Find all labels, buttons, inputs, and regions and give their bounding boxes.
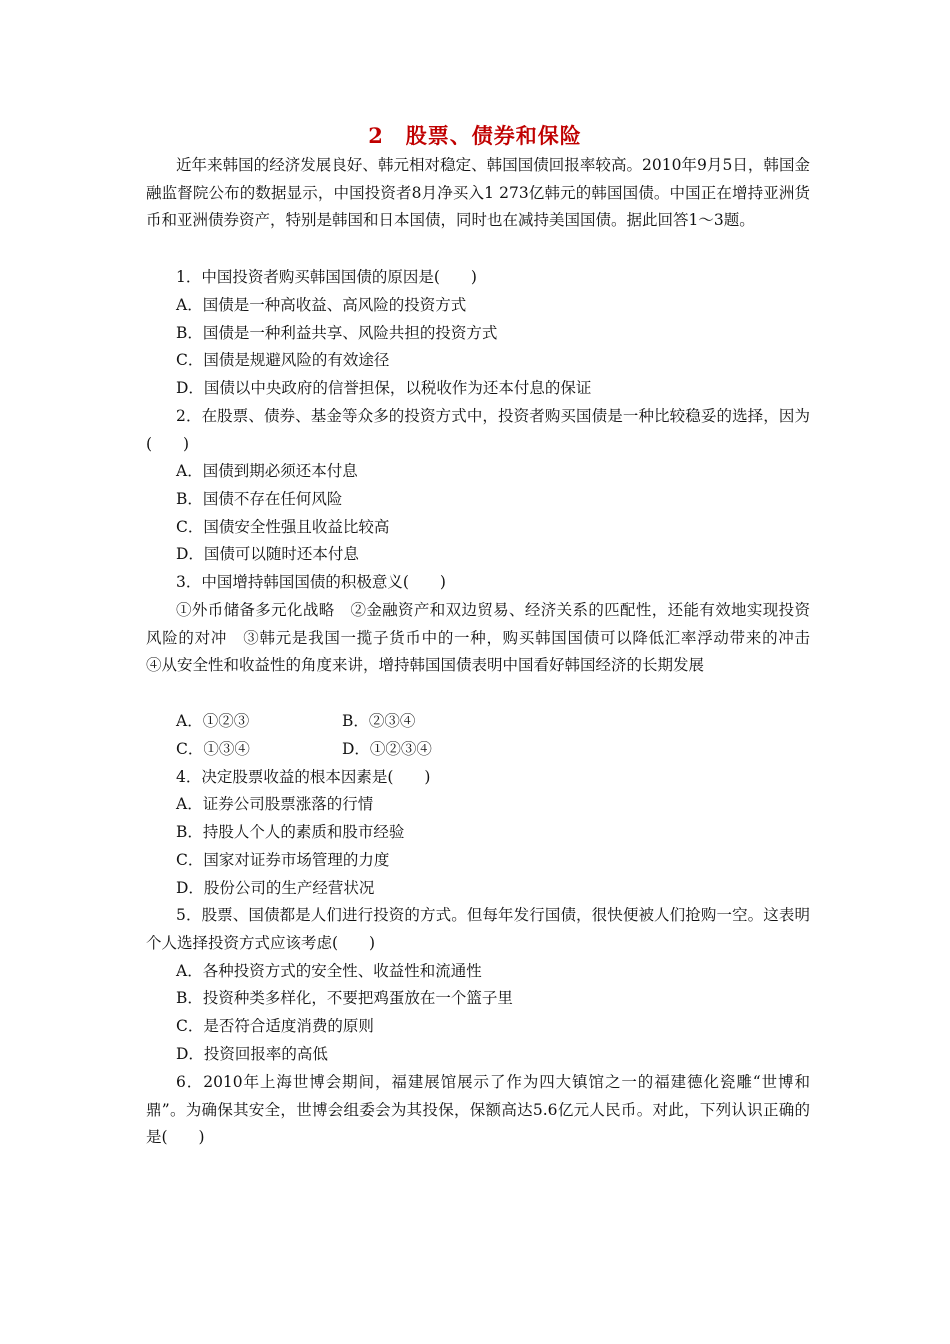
q5-option-d: D．投资回报率的高低 <box>176 1045 328 1063</box>
q4-option-a: A．证券公司股票涨落的行情 <box>176 795 374 813</box>
q5-option-c: C．是否符合适度消费的原则 <box>176 1017 374 1035</box>
q2-option-c: C．国债安全性强且收益比较高 <box>176 518 390 536</box>
q2-stem: 2．在股票、债券、基金等众多的投资方式中，投资者购买国债是一种比较稳妥的选择，因为( ) <box>146 407 810 453</box>
q5-option-a: A．各种投资方式的安全性、收益性和流通性 <box>176 962 482 980</box>
q5-stem: 5．股票、国债都是人们进行投资的方式。但每年发行国债，很快便被人们抢购一空。这表明个人选择投资方式应该考虑( ) <box>146 906 810 952</box>
q6-stem: 6．2010年上海世博会期间，福建展馆展示了作为四大镇馆之一的福建德化瓷雕“世博和鼎”。为确保其安全，世博会组委会为其投保，保额高达5.6亿元人民币。对此，下列认识正确的是( ) <box>146 1073 810 1146</box>
q1-option-d: D．国债以中央政府的信誉担保，以税收作为还本付息的保证 <box>176 379 592 397</box>
q1-option-c: C．国债是规避风险的有效途径 <box>176 351 390 369</box>
q1-option-a: A．国债是一种高收益、高风险的投资方式 <box>176 296 467 314</box>
q4-stem: 4．决定股票收益的根本因素是( ) <box>176 768 431 786</box>
q3-option-b: B．②③④ <box>342 712 416 730</box>
q4-option-b: B．持股人个人的素质和股市经验 <box>176 823 405 841</box>
q1-option-b: B．国债是一种利益共享、风险共担的投资方式 <box>176 324 498 342</box>
q5-option-b: B．投资种类多样化，不要把鸡蛋放在一个篮子里 <box>176 989 513 1007</box>
q2-option-b: B．国债不存在任何风险 <box>176 490 343 508</box>
q3-stem: 3．中国增持韩国国债的积极意义( ) <box>176 573 446 591</box>
q4-option-d: D．股份公司的生产经营状况 <box>176 879 375 897</box>
intro-paragraph: 近年来韩国的经济发展良好、韩元相对稳定、韩国国债回报率较高。2010年9月5日，韩国金融监督院公布的数据显示，中国投资者8月净买入1 273亿韩元的韩国国债。中国正在增持亚洲货币和亚洲债券资产，特别是韩国和日本国债，同时也在减持美国国债。据此回答1～3题。 <box>146 156 810 229</box>
q2-option-d: D．国债可以随时还本付息 <box>176 545 359 563</box>
q3-option-a: A．①②③ <box>176 712 250 730</box>
page-title: 2 股票、债券和保险 <box>368 123 582 148</box>
q3-statements: ①外币储备多元化战略 ②金融资产和双边贸易、经济关系的匹配性，还能有效地实现投资风险的对冲 ③韩元是我国一揽子货币中的一种，购买韩国国债可以降低汇率浮动带来的冲击 ④从安全性和收益性的角度来讲，增持韩国国债表明中国看好韩国经济的长期发展 <box>146 601 826 674</box>
q1-stem: 1．中国投资者购买韩国国债的原因是( ) <box>176 268 477 286</box>
q2-option-a: A．国债到期必须还本付息 <box>176 462 358 480</box>
q4-option-c: C．国家对证券市场管理的力度 <box>176 851 390 869</box>
q3-option-d: D．①②③④ <box>342 740 432 758</box>
q3-option-c: C．①③④ <box>176 740 250 758</box>
